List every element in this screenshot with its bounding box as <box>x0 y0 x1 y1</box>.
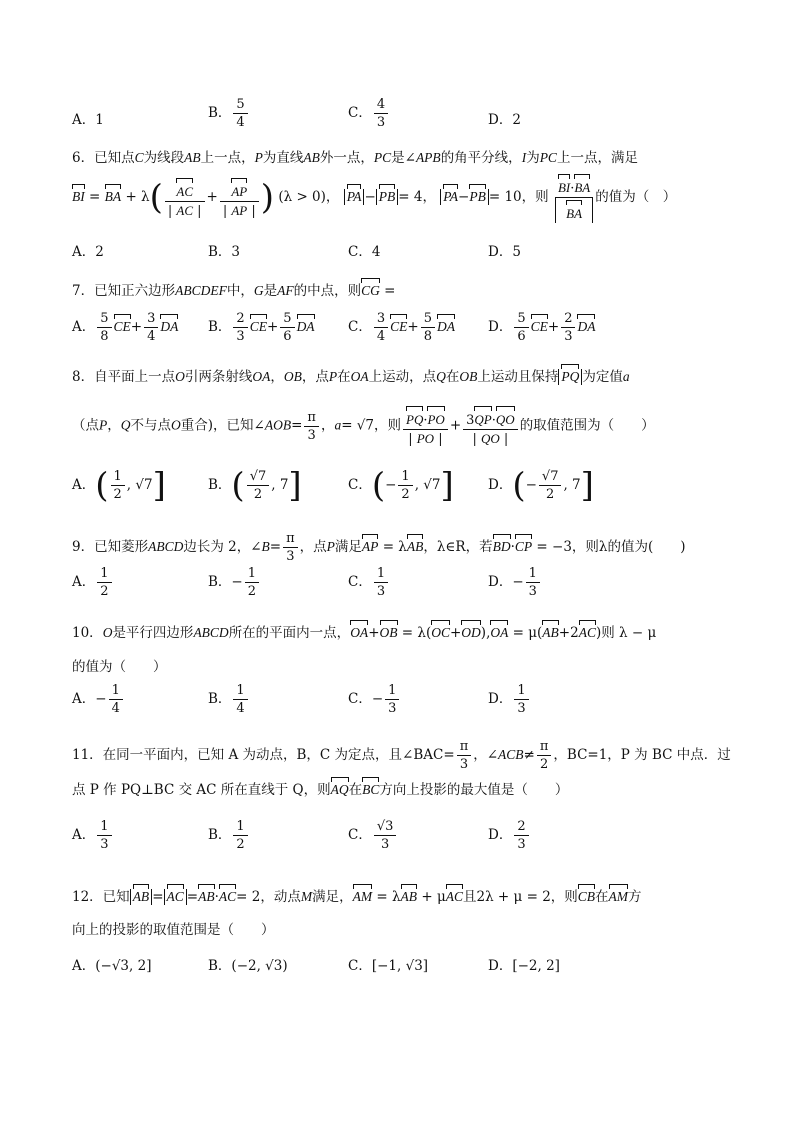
q5-option-b: B． $\frac{5}{4}$ <box>208 96 250 131</box>
q9-option-c: C． $\frac{1}{3}$ <box>348 565 390 600</box>
q6-option-b: B．3 <box>208 244 241 260</box>
q7-option-c: C． $\frac{3}{4}$ CE+ $\frac{5}{8}$ DA <box>348 311 455 344</box>
q11-stem-line2: 点 P 作 PQ⊥BC 交 AC 所在直线于 Q，则AQ在BC方向上投影的最大值是（ ） <box>72 775 568 798</box>
q8-stem-line2: （点P，Q不与点O重合)，已知∠AOB= $\frac{\pi}{3}$ ，a= √7，则 $\frac{PQ\cdot PO}{| PO |}$ + $\frac{3QP\cdot QO}{| QO |}$ 的取值范围为（ ） <box>72 404 655 448</box>
q12-stem-line2: 向上的投影的取值范围是（ ） <box>72 922 275 938</box>
q10-option-d: D． $\frac{1}{3}$ <box>488 682 531 717</box>
q7-option-d: D． $\frac{5}{6}$ CE+ $\frac{2}{3}$ DA <box>488 311 596 344</box>
q12-option-d: D．[−2, 2] <box>488 958 560 974</box>
q8-option-b: B．( $\frac{√7}{2}$ , 7] <box>208 465 302 506</box>
q10-stem-line2: 的值为（ ） <box>72 659 167 675</box>
q7-option-b: B． $\frac{2}{3}$ CE+ $\frac{5}{6}$ DA <box>208 311 315 344</box>
q6-stem: 6．已知点C为线段AB上一点，P为直线AB外一点，PC是∠APB的角平分线，I为PC上一点，满足 <box>72 150 638 166</box>
q11-option-c: C． $\frac{√3}{3}$ <box>348 818 398 853</box>
q8-option-a: A．( $\frac{1}{2}$ , √7] <box>72 465 166 506</box>
q11-option-d: D． $\frac{2}{3}$ <box>488 818 531 853</box>
q8-option-c: C．(− $\frac{1}{2}$ , √7] <box>348 465 454 506</box>
q10-option-a: A．− $\frac{1}{4}$ <box>72 682 125 717</box>
q10-option-c: C．− $\frac{1}{3}$ <box>348 682 401 717</box>
q9-option-d: D．− $\frac{1}{3}$ <box>488 565 542 600</box>
q7-option-a: A． $\frac{5}{8}$ CE+ $\frac{3}{4}$ DA <box>72 311 179 344</box>
q12-stem-line1: 12．已知 AB = AC =AB·AC= 2，动点M满足，AM = λAB + μAC且2λ + μ = 2，则CB在AM方 <box>72 882 642 905</box>
q10-stem: 10．O是平行四边形ABCD所在的平面内一点，OA+OB = λ(OC+OD),OA = μ(AB+2AC)则 λ − μ <box>72 618 656 641</box>
q9-option-b: B．− $\frac{1}{2}$ <box>208 565 261 600</box>
q9-option-a: A． $\frac{1}{2}$ <box>72 565 114 600</box>
q8-option-d: D．(− $\frac{√7}{2}$ , 7] <box>488 465 594 506</box>
q12-option-a: A．(−√3, 2] <box>72 958 152 974</box>
q11-option-b: B． $\frac{1}{2}$ <box>208 818 250 853</box>
q6-option-d: D．5 <box>488 244 521 260</box>
q12-option-c: C．[−1, √3] <box>348 958 429 974</box>
q5-option-d: D．2 <box>488 112 521 128</box>
q6-option-a: A．2 <box>72 244 104 260</box>
q5-option-c: C． $\frac{4}{3}$ <box>348 96 390 131</box>
q10-option-b: B． $\frac{1}{4}$ <box>208 682 250 717</box>
q11-stem-line1: 11．在同一平面内，已知 A 为动点，B，C 为定点，且∠BAC= $\frac{\pi}{3}$ ，∠ACB≠ $\frac{\pi}{2}$ ，BC=1，P 为 BC 中点．过 <box>72 739 731 772</box>
q6-condition: BI = BA + λ( $\frac{AC}{| AC |}$ + $\frac{AP}{| AP |}$ ) (λ > 0)， PA − PB = 4， PA−PB = 10，则 $\frac{BI\cdot BA}{BA}$ 的值为（ ） <box>72 172 676 223</box>
q8-stem-line1: 8．自平面上一点O引两条射线OA，OB，点P在OA上运动，点Q在OB上运动且保持 PQ 为定值a <box>72 362 630 385</box>
q5-option-a: A．1 <box>72 112 104 128</box>
q11-option-a: A． $\frac{1}{3}$ <box>72 818 114 853</box>
q9-stem: 9．已知菱形ABCD边长为 2，∠B= $\frac{\pi}{3}$ ，点P满足AP = λAB，λ∈R，若BD·CP = −3，则λ的值为( ) <box>72 531 686 564</box>
q12-option-b: B．(−2, √3) <box>208 958 288 974</box>
q7-stem: 7．已知正六边形ABCDEF中，G是AF的中点，则CG = <box>72 276 395 299</box>
q6-option-c: C．4 <box>348 244 381 260</box>
